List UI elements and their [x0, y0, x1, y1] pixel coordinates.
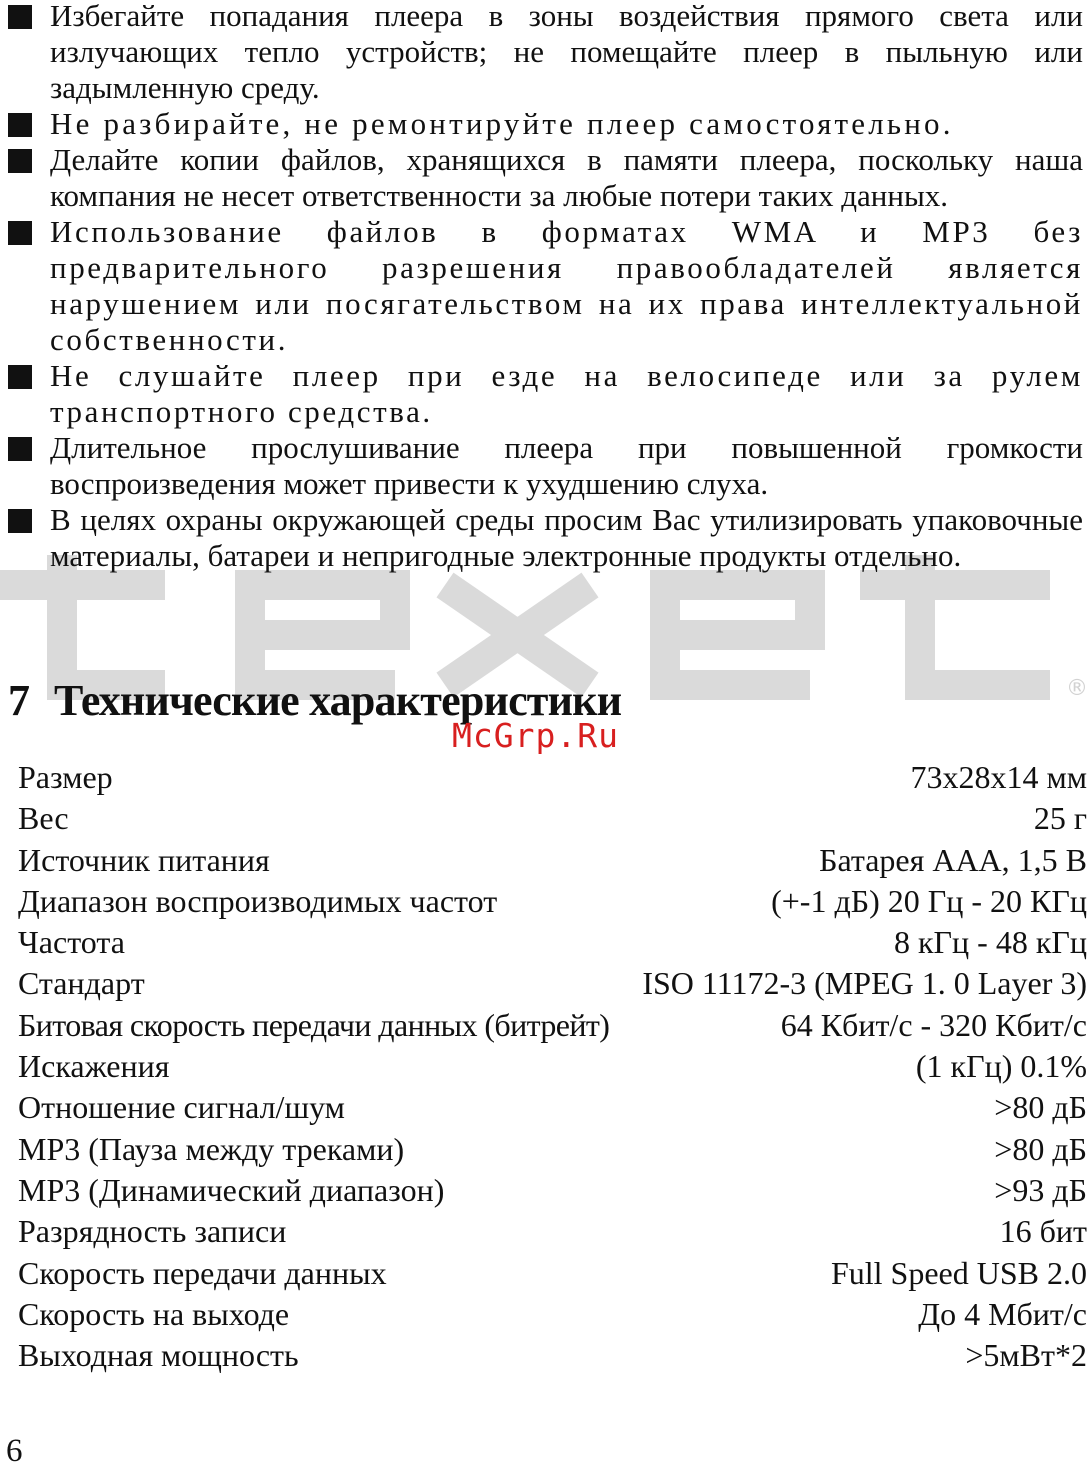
spec-label: Вес: [18, 800, 69, 837]
spec-label: Размер: [18, 759, 113, 795]
spec-label: Разрядность записи: [18, 1213, 287, 1250]
bullet-text: Не разбирайте, не ремонтируйте плеер самостоятельно.: [50, 106, 954, 141]
bullet-item: [8, 106, 1083, 142]
section-title: Технические характеристики: [54, 676, 622, 725]
spec-label: Искажения: [18, 1048, 170, 1085]
bullet-item: [8, 142, 1083, 214]
spec-row: [18, 1129, 1087, 1170]
spec-value: 16 бит: [999, 1213, 1087, 1250]
safety-bullet-list: [8, 0, 1083, 574]
spec-row: [18, 1211, 1087, 1252]
square-bullet-icon: [8, 365, 32, 389]
spec-value: 73x28x14 мм: [910, 759, 1087, 795]
spec-label: Скорость на выходе: [18, 1295, 290, 1332]
spec-label: Скорость передачи данных: [18, 1254, 387, 1291]
bullet-text: Использование файлов в форматах WMA и MP3 без предварительного разрешения правообладателей является нарушением или посягательством на их права интеллектуальной собственности.: [50, 214, 1083, 357]
spec-value: До 4 Мбит/с: [918, 1295, 1087, 1332]
bullet-text: В целях охраны окружающей среды просим Вас утилизировать упаковочные материалы, батареи и непригодные электронные продукты отдельно.: [50, 502, 1083, 573]
spec-row: [18, 963, 1087, 1004]
spec-row: [18, 840, 1087, 881]
spec-value: 64 Кбит/с - 320 Кбит/с: [780, 1006, 1087, 1043]
square-bullet-icon: [8, 221, 32, 245]
spec-label: Выходная мощность: [18, 1337, 299, 1374]
spec-label: MP3 (Динамический диапазон): [18, 1171, 445, 1208]
spec-value: ISO 11172-3 (MPEG 1. 0 Layer 3): [642, 965, 1087, 1002]
spec-row: [18, 1087, 1087, 1128]
bullet-item: [8, 502, 1083, 574]
section-number: 7: [8, 676, 30, 725]
bullet-item: [8, 358, 1083, 430]
source-watermark: McGrp.Ru: [452, 716, 619, 755]
spec-row: [18, 798, 1087, 839]
spec-row: [18, 1005, 1087, 1046]
square-bullet-icon: [8, 509, 32, 533]
bullet-item: [8, 0, 1083, 106]
spec-value: >5мВт*2: [965, 1337, 1087, 1374]
bullet-text: Избегайте попадания плеера в зоны воздействия прямого света или излучающих тепло устройств; не помещайте плеер в пыльную или задымленную среду.: [50, 0, 1083, 105]
spec-row: [18, 1170, 1087, 1211]
spec-label: MP3 (Пауза между треками): [18, 1130, 405, 1167]
spec-value: >93 дБ: [994, 1171, 1087, 1208]
spec-value: Батарея AAA, 1,5 В: [819, 841, 1087, 878]
spec-label: Битовая скорость передачи данных (битрейт): [18, 1006, 610, 1043]
spec-value: 25 г: [1033, 800, 1087, 837]
bullet-text: Не слушайте плеер при езде на велосипеде или за рулем транспортного средства.: [50, 358, 1083, 429]
bullet-text: Делайте копии файлов, хранящихся в памяти плеера, поскольку наша компания не несет ответственности за любые потери таких данных.: [50, 142, 1083, 213]
spec-row: [18, 881, 1087, 922]
spec-label: Частота: [18, 924, 125, 961]
spec-label: Отношение сигнал/шум: [18, 1089, 345, 1126]
spec-label: Источник питания: [18, 841, 270, 878]
spec-row: [18, 1253, 1087, 1294]
spec-row: [18, 1046, 1087, 1087]
spec-value: (1 кГц) 0.1%: [915, 1048, 1087, 1085]
square-bullet-icon: [8, 5, 32, 29]
spec-value: >80 дБ: [994, 1130, 1087, 1167]
spec-label: Стандарт: [18, 965, 145, 1002]
spec-value: >80 дБ: [994, 1089, 1087, 1126]
spec-value: 8 кГц - 48 кГц: [894, 924, 1087, 961]
registered-mark: ®: [1066, 676, 1088, 701]
spec-value: (+-1 дБ) 20 Гц - 20 КГц: [771, 882, 1087, 919]
spec-value: Full Speed USB 2.0: [830, 1254, 1087, 1291]
page-number: 6: [6, 1433, 23, 1469]
bullet-item: [8, 214, 1083, 358]
bullet-text: Длительное прослушивание плеера при повышенной громкости воспроизведения может привести к ухудшению слуха.: [50, 430, 1083, 501]
spec-label: Диапазон воспроизводимых частот: [18, 882, 498, 919]
spec-row: [18, 1335, 1087, 1376]
spec-row: [18, 757, 1087, 798]
square-bullet-icon: [8, 149, 32, 173]
bullet-item: [8, 430, 1083, 502]
spec-row: [18, 922, 1087, 963]
square-bullet-icon: [8, 437, 32, 461]
spec-row: [18, 1294, 1087, 1335]
spec-table: [18, 757, 1087, 1376]
square-bullet-icon: [8, 113, 32, 137]
